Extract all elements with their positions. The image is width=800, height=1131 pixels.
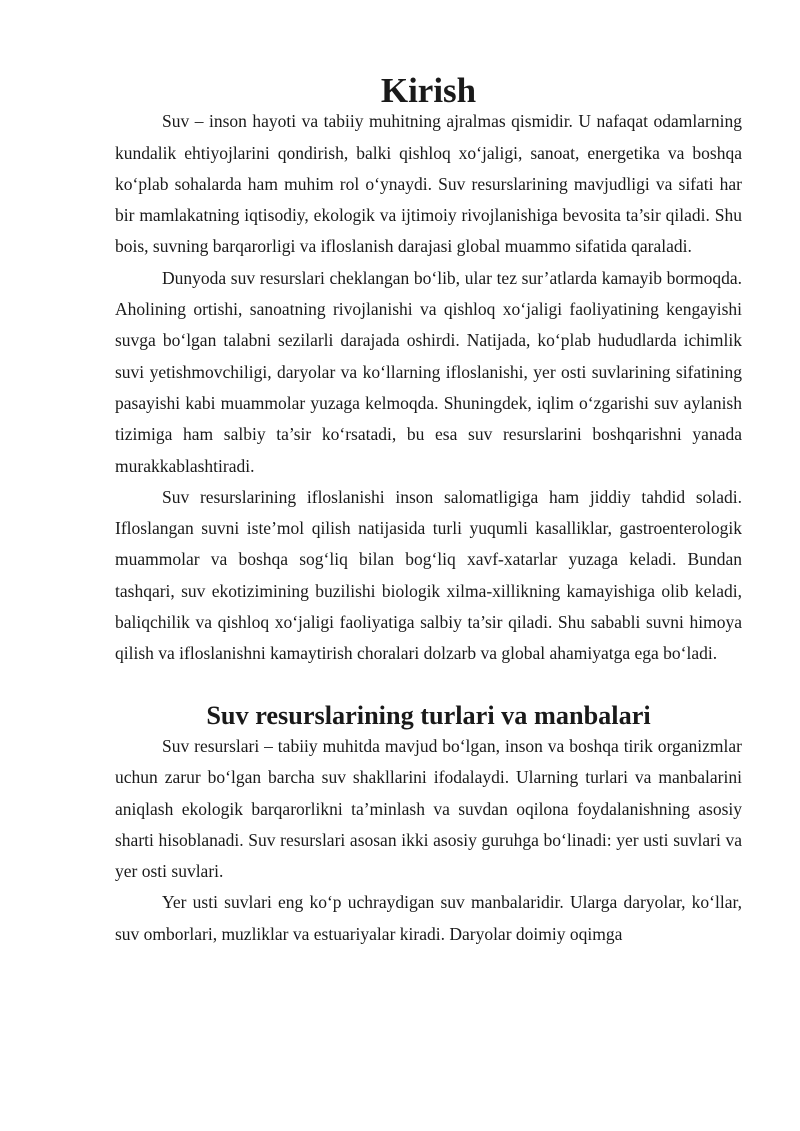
document-page: [115, 68, 742, 950]
section-title-kirish: Kirish: [380, 71, 477, 110]
section-title-suv-resurslari: Suv resurslarining turlari va manbalari: [206, 700, 651, 730]
paragraph: Suv – inson hayoti va tabiiy muhitning ajralmas qismidir. U nafaqat odamlarning kundalik ehtiyojlarini qondirish, balki qishloq xo‘jaligi, sanoat, energetika va boshqa ko‘plab sohalarda ham muhim rol o‘ynaydi. Suv resurslarining mavjudligi va sifati har bir mamlakatning iqtisodiy, ekologik va ijtimoiy rivojlanishiga bevosita ta’sir qiladi. Shu bois, suvning barqarorligi va ifloslanish darajasi global muammo sifatida qaraladi.: [115, 111, 742, 257]
paragraph: Suv resurslarining ifloslanishi inson salomatligiga ham jiddiy tahdid soladi. Ifloslangan suvni iste’mol qilish natijasida turli yuqumli kasalliklar, gastroenterologik muammolar va boshqa sog‘liq bilan bog‘liq xavf-xatarlar yuzaga keladi. Bundan tashqari, suv ekotizimining buzilishi biologik xilma-xillikning kamayishiga olib keladi, baliqchilik va qishloq xo‘jaligi faoliyatiga salbiy ta’sir qiladi. Shu sababli suvni himoya qilish va ifloslanishni kamaytirish choralari dolzarb va global ahamiyatga ega bo‘ladi.: [115, 486, 742, 664]
paragraph: Dunyoda suv resurslari cheklangan bo‘lib, ular tez sur’atlarda kamayib bormoqda. Aholining ortishi, sanoatning rivojlanishi va qishloq xo‘jaligi faoliyatining kengayishi suvga bo‘lgan talabni sezilarli darajada oshirdi. Natijada, ko‘plab hududlarda ichimlik suvi yetishmovchiligi, daryolar va ko‘llarning ifloslanishi, yer osti suvlarining sifatining pasayishi kabi muammolar yuzaga kelmoqda. Shuningdek, iqlim o‘zgarishi suv aylanish tizimiga ham salbiy ta’sir ko‘rsatadi, bu esa suv resurslarini boshqarishni yanada murakkablashtiradi.: [115, 267, 742, 476]
paragraph: Suv resurslari – tabiiy muhitda mavjud bo‘lgan, inson va boshqa tirik organizmlar uchun zarur bo‘lgan barcha suv shakllarini ifodalaydi. Ularning turlari va manbalarini aniqlash ekologik barqarorlikni ta’minlash va suvdan oqilona foydalanishning asosiy sharti hisoblanadi. Suv resurslari asosan ikki asosiy guruhga bo‘linadi: yer usti suvlari va yer osti suvlari.: [115, 735, 742, 882]
paragraph: Yer usti suvlari eng ko‘p uchraydigan suv manbalaridir. Ularga daryolar, ko‘llar, suv omborlari, muzliklar va estuariyalar kiradi. Daryolar doimiy oqimga: [115, 892, 742, 944]
